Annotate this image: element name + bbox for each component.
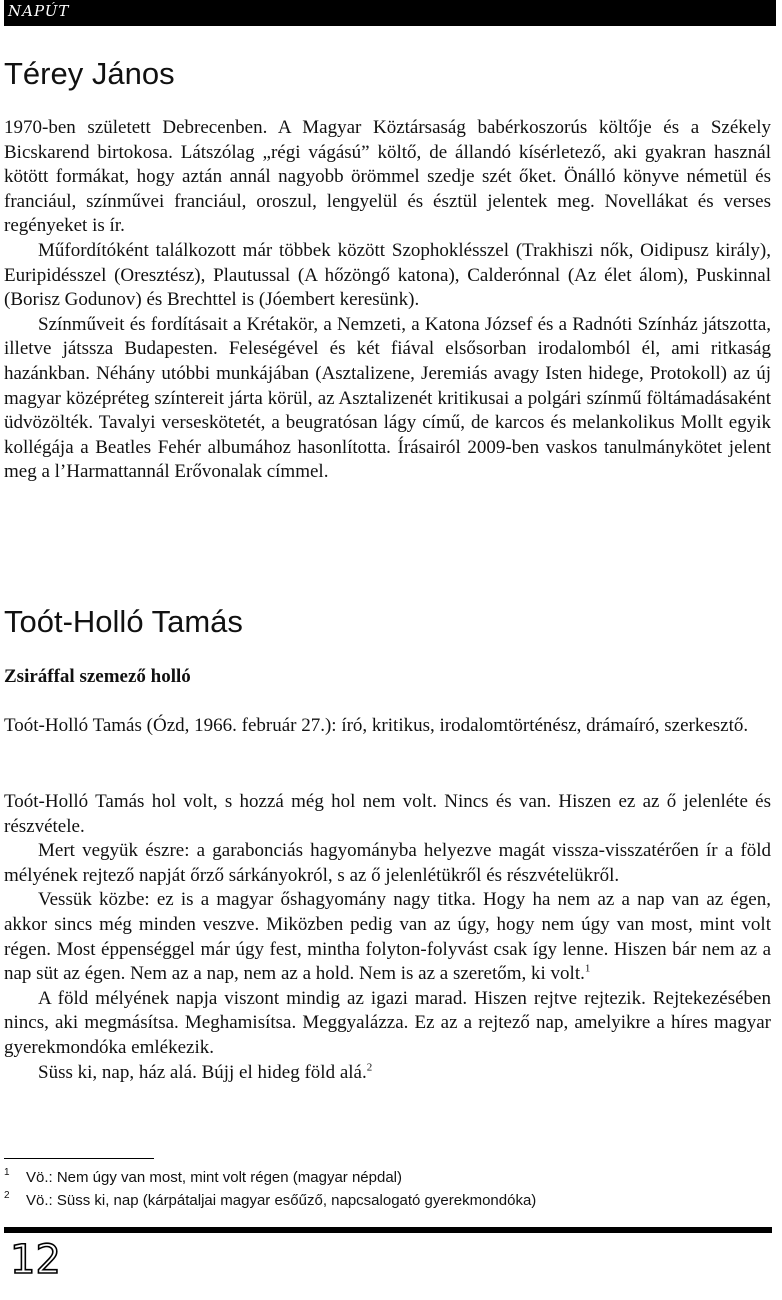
terey-paragraph-2: Műfordítóként találkozott már többek között Szophoklésszel (Trakhiszi nők, Oidipusz király), Euripidésszel (Oresztész), Plautussal (A hőzöngő katona), Calderónnal (Az élet álom), Puskinnal (Borisz Godunov) és Brechttel is (Jóembert keresünk).	[4, 239, 771, 311]
footnote-number: 2	[4, 1190, 10, 1201]
footnote-text: Vö.: Süss ki, nap (kárpátaljai magyar esőűző, napcsalogató gyerekmondóka)	[26, 1192, 537, 1209]
footnote-text: Vö.: Nem úgy van most, mint volt régen (magyar népdal)	[26, 1169, 402, 1186]
header-bar	[4, 0, 776, 26]
body-paragraph-3-text: Vessük közbe: ez is a magyar őshagyomány nagy titka. Hogy ha nem az a nap van az égen, akkor sincs még minden veszve. Miközben pedig van az úgy, hogy nem úgy van most, mint volt régen. Most éppenséggel már úgy fest, mintha folyton-folyvást csak így lenne. Hiszen bár nem az a nap süt az égen. Nem az a nap, nem az a hold. Nem is az a szeretőm, ki volt.	[4, 889, 771, 985]
page-number: 12	[10, 1237, 61, 1283]
bottom-divider	[4, 1227, 772, 1233]
terey-paragraph-1: 1970-ben született Debrecenben. A Magyar Köztársaság babérkoszorús költője és a Székely Bicskarend birtokosa. Látszólag „régi vágású” költő, de állandó kísérletező, aki gyakran használ kötött formákat, hogy aztán annál nagyobb örömmel szedje szét őket. Önálló könyve németül és franciául, színművei franciául, oroszul, lengyelül és észtül jelentek meg. Novellákat és verses regényeket is ír.	[4, 117, 771, 237]
footnote-2	[4, 1189, 771, 1212]
intro-paragraph: Toót-Holló Tamás (Ózd, 1966. február 27.): író, kritikus, irodalomtörténész, drámaíró, szerkesztő.	[4, 715, 749, 736]
body-paragraph-4: A föld mélyének napja viszont mindig az igazi marad. Hiszen rejtve rejtezik. Rejtekezésében nincs, aki megmásítsa. Meghamisítsa. Meggyalázza. Ez az a rejtező nap, amelyikre a híres magyar gyerekmondóka emlékezik.	[4, 987, 771, 1058]
terey-bio	[4, 116, 771, 485]
section-heading-toot-hollo: Toót-Holló Tamás	[4, 604, 243, 639]
footnotes	[4, 1166, 771, 1212]
body-paragraph-5	[4, 1061, 771, 1086]
toot-hollo-body	[4, 790, 771, 1085]
footnote-number: 1	[4, 1167, 10, 1178]
body-paragraph-5-text: Süss ki, nap, ház alá. Bújj el hideg föld alá.	[38, 1061, 367, 1083]
body-paragraph-3	[4, 888, 771, 986]
journal-logo: NAPÚT	[8, 2, 70, 20]
footnote-ref-2: 2	[366, 1061, 373, 1074]
body-paragraph-1: Toót-Holló Tamás hol volt, s hozzá még hol nem volt. Nincs és van. Hiszen ez az ő jelenléte és részvétele.	[4, 791, 771, 837]
footnote-divider	[4, 1158, 154, 1159]
footnote-ref-1: 1	[584, 962, 591, 975]
footnote-1	[4, 1166, 771, 1189]
article-subtitle: Zsiráffal szemező holló	[4, 666, 191, 687]
body-paragraph-2: Mert vegyük észre: a garabonciás hagyományba helyezve magát vissza-visszatérően ír a föld mélyének rejtező napját őrző sárkányokról, s az ő jelenlétükről és részvételükről.	[4, 840, 771, 886]
section-heading-terey: Térey János	[4, 56, 175, 91]
toot-hollo-intro	[4, 714, 771, 739]
terey-paragraph-3: Színműveit és fordításait a Krétakör, a Nemzeti, a Katona József és a Radnóti Színház játszotta, illetve játssza Budapesten. Feleségével és két fiával elsősorban irodalomból él, ami ritkaság hazánkban. Néhány utóbbi munkájában (Asztalizene, Jeremiás avagy Isten hidege, Protokoll) az új magyar középréteg színtereit járta körül, az Asztalizenét kritikusai a polgári színmű föltámadásaként üdvözölték. Tavalyi verseskötetét, a beugratósan lágy című, de karcos és melankolikus Mollt egyik kollégája a Beatles Fehér albumához hasonlította. Írásairól 2009-ben vaskos tanulmánykötet jelent meg a l’Harmattannál Erővonalak címmel.	[4, 313, 771, 483]
